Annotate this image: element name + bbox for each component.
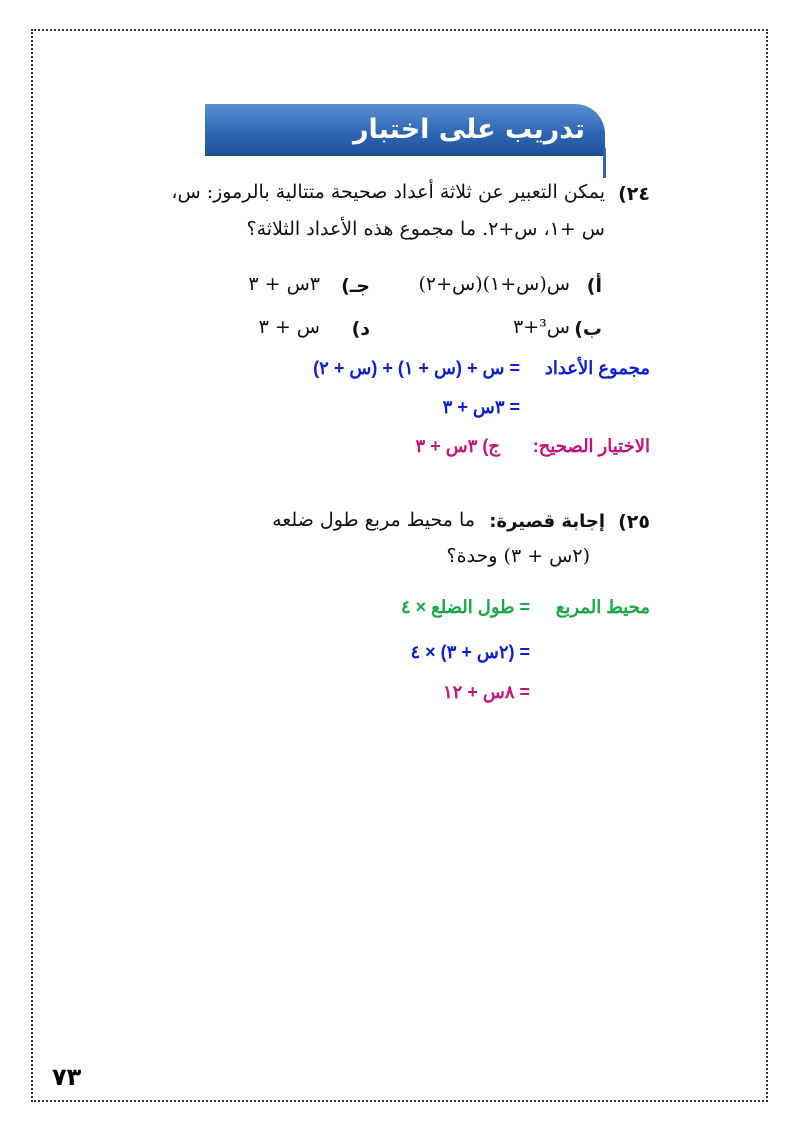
q25-text-line2: (٢س + ٣) وحدة؟ bbox=[446, 545, 590, 567]
q24-solution-label: مجموع الأعداد bbox=[544, 358, 650, 378]
section-title: تدريب على اختبار bbox=[352, 114, 585, 145]
q24-text-line2: س +١، س+٢. ما مجموع هذه الأعداد الثلاثة؟ bbox=[246, 218, 605, 240]
q25-solution-line3: = ٨س + ١٢ bbox=[442, 682, 530, 702]
q24-option-b-label: ب) bbox=[574, 318, 602, 340]
q25-text-line1: ما محيط مربع طول ضلعه bbox=[272, 509, 475, 531]
q25-number: ٢٥) bbox=[618, 511, 650, 533]
q24-answer-value: ج) ٣س + ٣ bbox=[415, 436, 500, 456]
q24-number: ٢٤) bbox=[618, 183, 650, 205]
q24-option-c-text: ٣س + ٣ bbox=[248, 273, 320, 295]
q24-option-a-text: س(س+١)(س+٢) bbox=[418, 273, 570, 295]
q24-solution-line2: = ٣س + ٣ bbox=[442, 397, 520, 417]
banner-accent bbox=[603, 148, 606, 178]
q24-solution-expr: = س + (س + ١) + (س + ٢) bbox=[313, 358, 520, 378]
q24-option-a-label: أ) bbox=[586, 275, 602, 297]
q24-option-b-text: س³+٣ bbox=[513, 316, 570, 338]
q24-option-d-text: س + ٣ bbox=[258, 316, 320, 338]
page-number: ٧٣ bbox=[52, 1063, 82, 1091]
q25-type-label: إجابة قصيرة: bbox=[489, 511, 605, 532]
q25-solution-label: محيط المربع bbox=[555, 597, 650, 617]
q24-option-d-label: د) bbox=[351, 318, 370, 340]
q25-solution-line2: = (٢س + ٣) × ٤ bbox=[410, 642, 530, 662]
q24-option-c-label: جـ) bbox=[341, 275, 370, 297]
q25-solution-expr: = طول الضلع × ٤ bbox=[400, 597, 530, 617]
q24-answer-label: الاختيار الصحيح: bbox=[532, 436, 650, 456]
q24-text-line1: يمكن التعبير عن ثلاثة أعداد صحيحة متتالية بالرموز: س، bbox=[171, 181, 605, 203]
